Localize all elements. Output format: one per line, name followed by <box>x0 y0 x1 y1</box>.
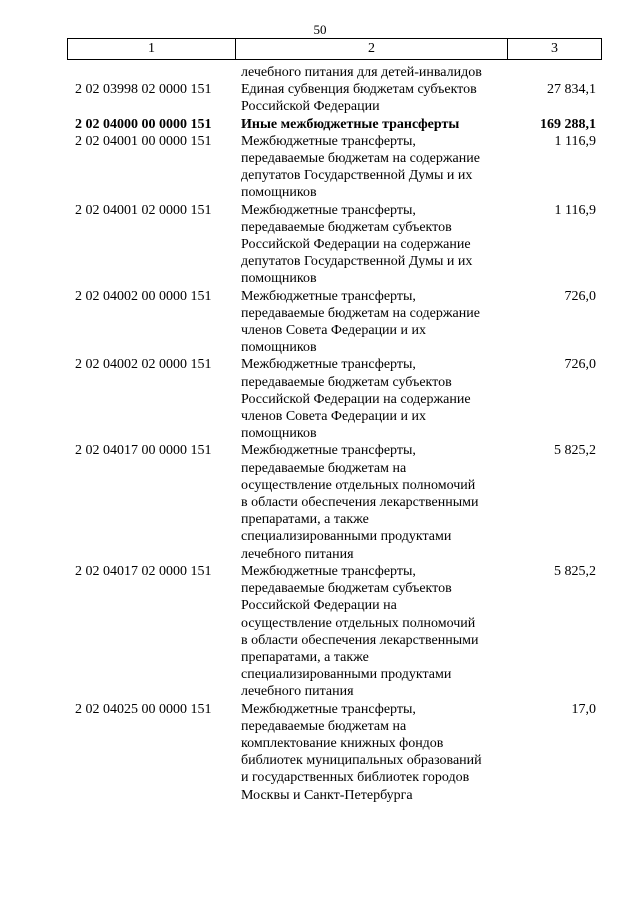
description-line: Российской Федерации на содержание <box>241 391 471 407</box>
table-row <box>67 563 601 701</box>
description-line: передаваемые бюджетам субъектов <box>241 581 452 597</box>
budget-code: 2 02 04017 00 0000 151 <box>75 443 212 459</box>
table-header <box>67 38 602 60</box>
amount-value: 5 825,2 <box>554 443 596 459</box>
description-line: лечебного питания <box>241 546 354 562</box>
description-line: Межбюджетные трансферты, <box>241 202 416 218</box>
description-line: осуществление отдельных полномочий <box>241 477 476 493</box>
description-line: лечебного питания для детей-инвалидов <box>241 65 482 80</box>
description-line: депутатов Государственной Думы и их <box>241 254 473 270</box>
table-row <box>67 202 601 288</box>
description-line: передаваемые бюджетам на содержание <box>241 305 480 321</box>
table-row <box>67 133 601 202</box>
table-header-row <box>68 39 602 60</box>
description-line: лечебного питания <box>241 684 354 700</box>
description-line: помощников <box>241 426 317 442</box>
income-description <box>235 202 507 288</box>
amount-value: 5 825,2 <box>554 563 596 579</box>
table-row <box>67 701 601 804</box>
description-line: Межбюджетные трансферты, <box>241 443 416 459</box>
description-line: помощников <box>241 185 317 201</box>
description-line: в области обеспечения лекарственными <box>241 495 479 511</box>
income-description <box>235 356 507 442</box>
description-line: Российской Федерации <box>241 99 380 115</box>
page-number: 50 <box>313 22 327 37</box>
description-line: Единая субвенция бюджетам субъектов <box>241 82 477 98</box>
description-line: Межбюджетные трансферты, <box>241 357 416 373</box>
budget-code <box>67 64 235 81</box>
description-line: библиотек муниципальных образований <box>241 753 482 769</box>
amount-value: 726,0 <box>564 288 596 304</box>
amount-value: 27 834,1 <box>547 82 596 98</box>
column-header-name: 2 <box>236 39 508 60</box>
column-header-code: 1 <box>68 39 236 60</box>
description-line: Российской Федерации на <box>241 598 397 614</box>
description-line: препаратами, а также <box>241 512 369 528</box>
description-line: и государственных библиотек городов <box>241 770 470 786</box>
description-line: Межбюджетные трансферты, <box>241 701 416 717</box>
amount-value: 1 116,9 <box>554 202 596 218</box>
income-description <box>235 64 507 81</box>
budget-code: 2 02 04025 00 0000 151 <box>75 701 212 717</box>
description-line: Межбюджетные трансферты, <box>241 563 416 579</box>
amount-value: 726,0 <box>564 357 596 373</box>
table-row <box>67 356 601 442</box>
income-description <box>235 701 507 804</box>
budget-code: 2 02 04017 02 0000 151 <box>75 563 212 579</box>
income-description <box>235 133 507 202</box>
description-line: Межбюджетные трансферты, <box>241 288 416 304</box>
description-line: Межбюджетные трансферты, <box>241 133 416 149</box>
budget-code: 2 02 04002 02 0000 151 <box>75 357 212 373</box>
description-line: помощников <box>241 340 317 356</box>
income-description <box>235 442 507 562</box>
budget-code: 2 02 04000 00 0000 151 <box>75 116 212 132</box>
budget-code: 2 02 04001 02 0000 151 <box>75 202 212 218</box>
amount-value: 169 288,1 <box>540 116 596 132</box>
income-description <box>235 563 507 701</box>
description-line: в области обеспечения лекарственными <box>241 632 479 648</box>
income-description <box>235 81 507 115</box>
table-row <box>67 442 601 562</box>
description-line: передаваемые бюджетам на содержание <box>241 151 480 167</box>
description-line: Москвы и Санкт-Петербурга <box>241 787 413 803</box>
description-line: членов Совета Федерации и их <box>241 409 427 425</box>
description-line: помощников <box>241 271 317 287</box>
budget-code: 2 02 04001 00 0000 151 <box>75 133 212 149</box>
table-row <box>67 81 601 115</box>
budget-code: 2 02 03998 02 0000 151 <box>75 82 212 98</box>
description-line: депутатов Государственной Думы и их <box>241 168 473 184</box>
income-description <box>235 116 507 133</box>
amount-value <box>507 64 601 81</box>
income-description <box>235 288 507 357</box>
amount-value: 17,0 <box>571 701 596 717</box>
description-line: передаваемые бюджетам на <box>241 460 407 476</box>
table-row <box>67 116 601 133</box>
description-line: специализированными продуктами <box>241 529 452 545</box>
description-line: комплектование книжных фондов <box>241 735 444 751</box>
description-line: Российской Федерации на содержание <box>241 237 471 253</box>
description-line: осуществление отдельных полномочий <box>241 615 476 631</box>
description-line: передаваемые бюджетам субъектов <box>241 374 452 390</box>
description-line: передаваемые бюджетам на <box>241 718 407 734</box>
table-body <box>67 64 601 804</box>
description-line: препаратами, а также <box>241 649 369 665</box>
table-row <box>67 288 601 357</box>
description-line: Иные межбюджетные трансферты <box>241 116 460 132</box>
budget-code: 2 02 04002 00 0000 151 <box>75 288 212 304</box>
table-row <box>67 64 601 81</box>
description-line: специализированными продуктами <box>241 667 452 683</box>
description-line: членов Совета Федерации и их <box>241 323 427 339</box>
description-line: передаваемые бюджетам субъектов <box>241 219 452 235</box>
amount-value: 1 116,9 <box>554 133 596 149</box>
column-header-amount: 3 <box>508 39 602 60</box>
